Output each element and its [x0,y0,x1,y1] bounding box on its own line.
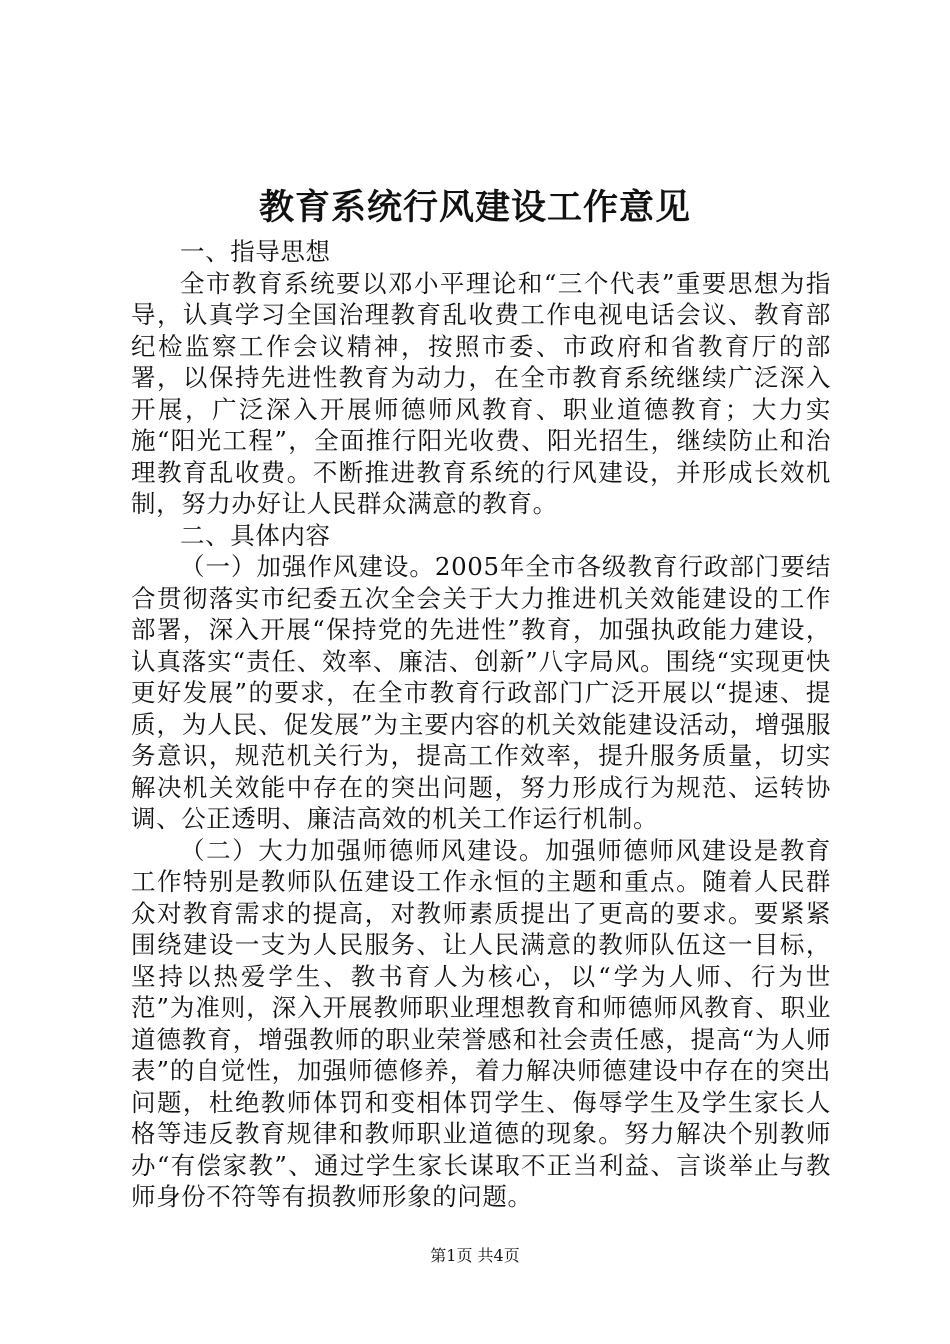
document-title: 教育系统行风建设工作意见 [258,187,691,228]
paragraph-teacher-ethics: （二）大力加强师德师风建设。加强师德师风建设是教育工作特别是教师队伍建设工作永恒的主题和重点。随着人民群众对教育需求的提高，对教师素质提出了更高的要求。要紧紧围绕建设一支为人民服务、让人民满意的教师队伍这一目标，坚持以热爱学生、教书育人为核心，以“学为人师、行为世范”为准则，深入开展教师职业理想教育和师德师风教育、职业道德教育，增强教师的职业荣誉感和社会责任感，提高“为人师表”的自觉性，加强师德修养，着力解决师德建设中存在的突出问题，杜绝教师体罚和变相体罚学生、侮辱学生及学生家长人格等违反教育规律和教师职业道德的现象。努力解决个别教师办“有偿家教”、通过学生家长谋取不正当利益、言谈举止与教师身份不符等有损教师形象的问题。 [131,835,831,1211]
section-heading-guiding-ideology: 一、指导思想 [180,237,331,266]
document-body [131,236,831,1213]
page-number-footer: 第1页 共4页 [430,1246,520,1265]
paragraph-guiding-ideology: 全市教育系统要以邓小平理论和“三个代表”重要思想为指导，认真学习全国治理教育乱收费工作电视电话会议、教育部纪检监察工作会议精神，按照市委、市政府和省教育厅的部署，以保持先进性教育为动力，在全市教育系统继续广泛深入开展，广泛深入开展师德师风教育、职业道德教育；大力实施“阳光工程”，全面推行阳光收费、阳光招生，继续防止和治理教育乱收费。不断推进教育系统的行风建设，并形成长效机制，努力办好让人民群众满意的教育。 [131,268,831,518]
paragraph-work-style: （一）加强作风建设。2005年全市各级教育行政部门要结合贯彻落实市纪委五次全会关于大力推进机关效能建设的工作部署，深入开展“保持党的先进性”教育，加强执政能力建设，认真落实“责任、效率、廉洁、创新”八字局风。围绕“实现更快更好发展”的要求，在全市教育行政部门广泛开展以“提速、提质，为人民、促发展”为主要内容的机关效能建设活动，增强服务意识，规范机关行为，提高工作效率，提升服务质量，切实解决机关效能中存在的突出问题，努力形成行为规范、运转协调、公正透明、廉洁高效的机关工作运行机制。 [131,552,831,833]
section-heading-specific-content: 二、具体内容 [180,520,331,550]
